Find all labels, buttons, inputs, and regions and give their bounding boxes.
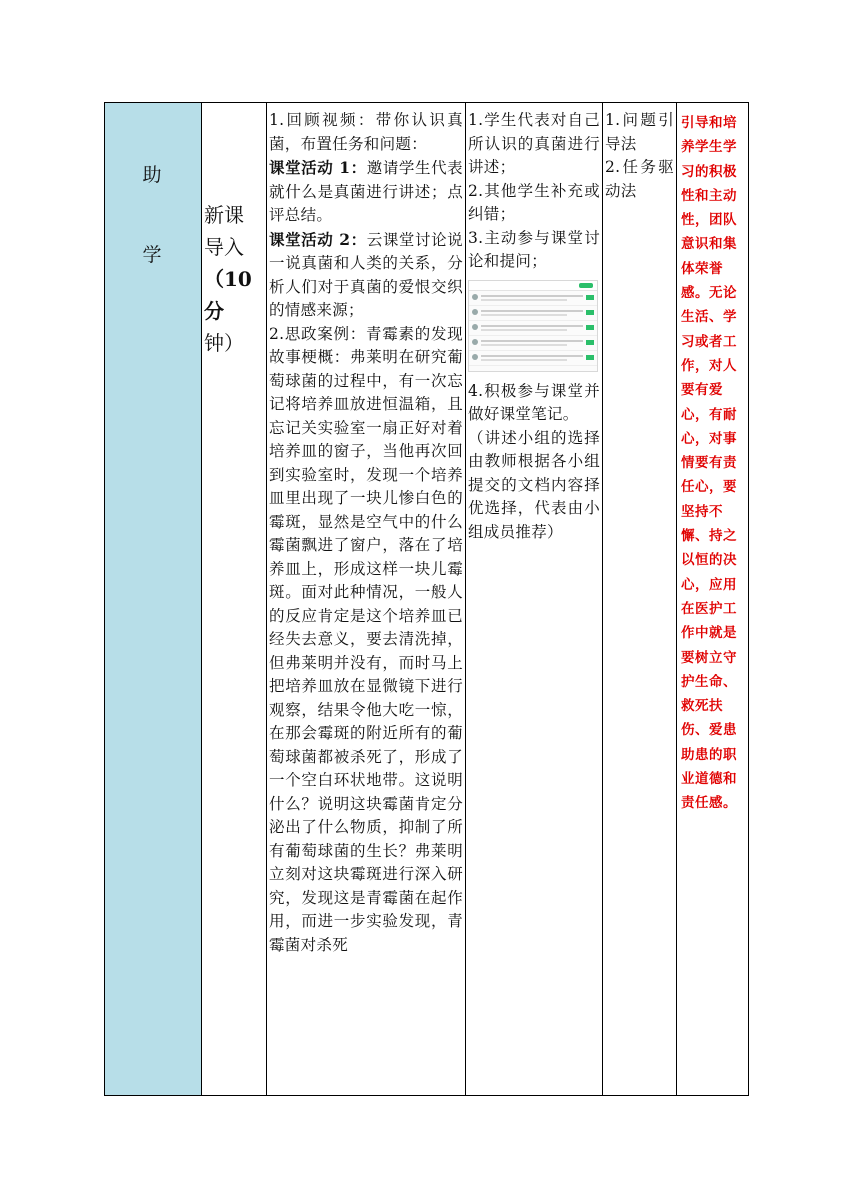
lesson-plan-table [104, 102, 749, 1096]
substage-line: 钟） [204, 331, 244, 355]
ideology-case-text: 2.思政案例：青霉素的发现故事梗概：弗莱明在研究葡萄球菌的过程中，有一次忘记将培养皿放进恒温箱，且忘记关实验室一扇正好对着培养皿的窗子，当他再次回到实验室时，发现一个培养皿里出现了一块儿惨白色的霉斑，显然是空气中的什么霉菌飘进了窗户，落在了培养皿上，形成这样一块儿霉斑。面对此种情况，一般人的反应肯定是这个培养皿已经失去意义，要去清洗掉，但弗莱明并没有，而时马上把培养皿放在显微镜下进行观察，结果令他大吃一惊，在那会霉斑的附近所有的葡萄球菌都被杀死了，形成了一个空白环状地带。这说明什么？说明这块霉菌肯定分泌出了什么物质，抑制了所有葡萄球菌的生长？弗莱明立刻对这块霉斑进行深入研究，发现这是青霉菌在起作用，而进一步实验发现，青霉菌对杀死 [269, 324, 463, 954]
student-item: 4.积极参与课堂并做好课堂笔记。 [468, 381, 600, 423]
stage-cell [105, 103, 202, 1096]
activity-1-label: 课堂活动 1： [269, 158, 367, 177]
method-item: 2.任务驱动法 [605, 158, 674, 200]
substage-line: 新课 [204, 203, 244, 227]
substage-line: 导入 [204, 235, 244, 259]
student-item: 3.主动参与课堂讨论和提问； [468, 228, 600, 270]
teacher-activity-cell [267, 103, 466, 1096]
activity-2-label: 课堂活动 2： [269, 229, 367, 249]
stage-label: 助 学 [142, 164, 164, 266]
activity-1-text: 邀请学生代表就什么是真菌进行讲述；点评总结。 [269, 159, 463, 224]
student-item: 1.学生代表对自己所认识的真菌进行讲述； [468, 111, 600, 176]
activity-2-text: 云课堂讨论说一说真菌和人类的关系，分析人们对于真菌的爱恨交织的情感来源； [269, 230, 463, 319]
method-text [603, 103, 676, 203]
method-cell [603, 103, 677, 1096]
student-note: （讲述小组的选择由教师根据各小组提交的文档内容择优选择，代表由小组成员推荐） [468, 428, 600, 541]
teacher-activity-text [267, 103, 465, 957]
substage-duration: （10分 [204, 267, 252, 323]
substage-cell [202, 103, 267, 1096]
student-activity-text [466, 103, 602, 274]
ideology-text: 引导和培养学生学习的积极性和主动性，团队意识和集体荣誉感。无论生活、学习或者工作，对人要有爱心，有耐心，对事情要有责任心，要坚持不懈、持之以恒的决心，应用在医护工作中就是要树立守护生命、救死扶伤、爱患助患的职业道德和责任感。 [681, 115, 737, 812]
substage-label [202, 103, 266, 359]
student-activity-cell [466, 103, 603, 1096]
ideology-cell [677, 103, 749, 1096]
table-row [105, 103, 749, 1096]
teacher-intro: 1.回顾视频：带你认识真菌，布置任务和问题： [269, 111, 463, 153]
student-item: 2.其他学生补充或纠错； [468, 181, 600, 223]
method-item: 1.问题引导法 [605, 111, 674, 153]
student-activity-text-2 [466, 380, 602, 545]
discussion-screenshot-image [468, 280, 598, 372]
